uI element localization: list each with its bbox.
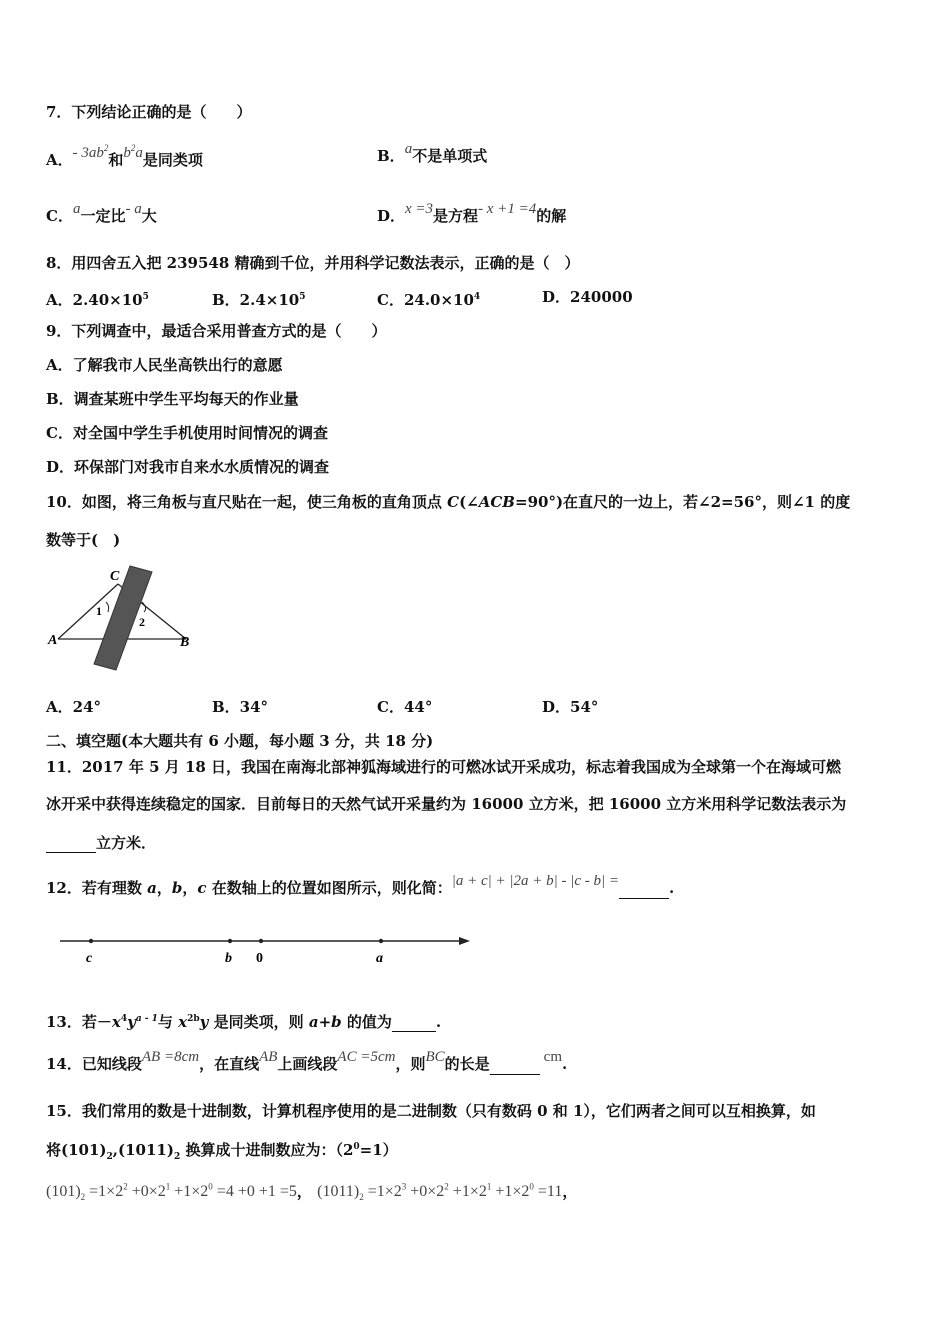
q11-line2: 冰开采中获得连续稳定的国家．目前每日的天然气试开采量约为 16000 立方米，把 16000 立方米用科学记数法表示为 [46,795,847,813]
math-term: x =3 [405,201,434,217]
formula-1011: $(1011)_2 =1\times 2^3 +0\times 2^2 +1\times 2^1 +1\times 2^0 =11$ [317,1182,563,1203]
q14-stem: 14．已知线段AB =8cm，在直线AB上画线段AC =5cm，则BC的长是 cm. [46,1049,568,1073]
math-term: AB =8cm [141,1049,200,1065]
q8-option-d: D．240000 [542,288,633,306]
angle-2-label: 2 [139,615,145,629]
math-term: a [72,201,81,217]
math-term: a [404,141,413,157]
answer-blank[interactable] [619,878,669,899]
q8-option-b: B．$2.4\times 10^5$ [212,291,306,309]
angle-1-label: 1 [96,604,102,618]
section-2-heading: 二、填空题(本大题共有 6 小题，每小题 3 分，共 18 分) [46,732,434,750]
vertex-a-label: A [48,633,58,648]
vertex-c-label: C [110,569,120,584]
q8-option-a: A．$2.40\times 10^5$ [46,291,149,309]
answer-blank[interactable] [46,832,96,853]
q9-option-c: C．对全国中学生手机使用时间情况的调查 [46,424,328,442]
triangle-ruler-figure [44,562,204,674]
q7-option-c: C．a一定比- a大 [46,201,157,225]
q9-stem: 9．下列调查中，最适合采用普查方式的是（ ） [46,322,387,340]
point-a-label: a [376,951,383,966]
q7-stem: 7．下列结论正确的是（ ） [46,103,252,121]
q7-option-a: A．- $3ab^2$和$b^2a$是同类项 [46,143,203,169]
q10-stem-line2: 数等于( ) [46,531,121,549]
q11-line3: 立方米． [46,832,156,853]
q9-option-b: B．调查某班中学生平均每天的作业量 [46,390,299,408]
math-term: - $3ab^2$ [72,143,109,161]
q12-stem: 12．若有理数 a，b，c 在数轴上的位置如图所示，则化简：|a + c| + |2a + b| - |c - b| = . [46,873,675,897]
q7-option-d: D．x =3是方程- x +1 =4的解 [377,201,567,225]
math-expression: |a + c| + |2a + b| - |c - b| = [451,873,620,889]
origin-label: 0 [256,951,263,966]
q11-line1: 11．2017 年 5 月 18 日，我国在南海北部神狐海域进行的可燃冰试开采成功，标志着我国成为全球第一个在海域可燃 [46,758,842,776]
q9-option-a: A．了解我市人民坐高铁出行的意愿 [46,356,283,374]
math-term: - x +1 =4 [478,201,537,217]
q7-option-b: B．a不是单项式 [377,141,488,165]
q10-option-b: B．34° [212,698,269,716]
math-term: BC [425,1049,445,1065]
point-b-label: b [225,951,232,966]
math-term: AB [259,1049,278,1065]
q10-option-a: A．24° [46,698,102,716]
formula-101: $(101)_2 =1\times 2^2 +0\times 2^1 +1\times 2^0 =4 +0 +1 =5$ [46,1182,297,1203]
unit-text: cm [543,1049,562,1065]
q15-formula-line: $(101)_2 =1\times 2^2 +0\times 2^1 +1\times 2^0 =4 +0 +1 =5$， $(1011)_2 =1\times 2^3 +0\times 2^2 +1\times 2^1 +1\times 2^0 =11$， [46,1182,578,1203]
q10-stem-line1: 10．如图，将三角板与直尺贴在一起，使三角板的直角顶点 C(∠ACB=90°)在直尺的一边上，若∠2=56°，则∠1 的度 [46,493,851,511]
answer-blank[interactable] [490,1054,540,1075]
math-term: $b^2a$ [123,143,143,161]
point-c-label: c [86,951,93,966]
q9-option-d: D．环保部门对我市自来水水质情况的调查 [46,458,330,476]
answer-blank[interactable] [392,1011,436,1032]
math-term: - a [125,201,142,217]
q15-line2: 将$(101)_2,(1011)_2$ 换算成十进制数应为：$(2^0=1)$ [46,1141,398,1162]
math-term: AC =5cm [337,1049,396,1065]
q10-option-d: D．54° [542,698,599,716]
q15-line1: 15．我们常用的数是十进制数，计算机程序使用的是二进制数（只有数码 0 和 1），它们两者之间可以互相换算，如 [46,1102,816,1120]
vertex-b-label: B [180,635,190,650]
q13-stem: 13．若$-x^4y^{a - 1}$与 $x^{2b}y$ 是同类项，则 a+b 的值为 . [46,1013,442,1031]
q8-stem: 8．用四舍五入把 239548 精确到千位，并用科学记数法表示，正确的是（ ） [46,254,580,272]
q10-option-c: C．44° [377,698,433,716]
number-line-figure [58,928,478,970]
q8-option-c: C．$24.0\times 10^4$ [377,291,481,309]
